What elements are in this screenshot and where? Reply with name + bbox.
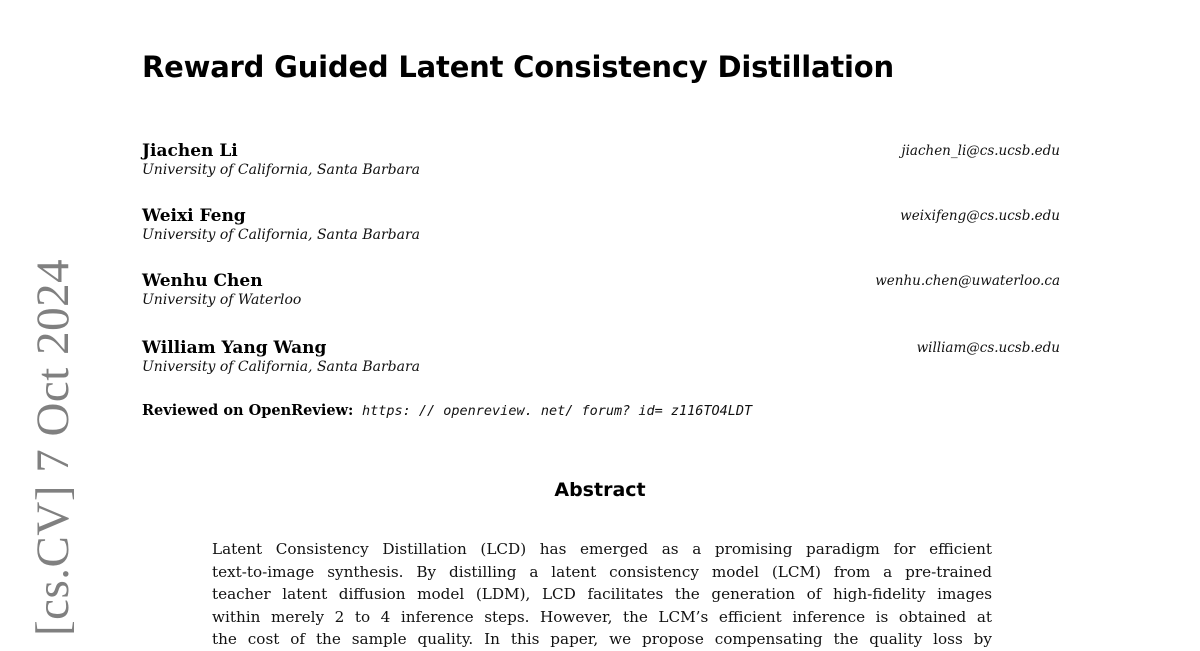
author-block	[142, 206, 1060, 246]
abstract-line: text-to-image synthesis. By distilling a latent consistency model (LCM) from a pre-trained	[212, 562, 992, 581]
abstract-line: within merely 2 to 4 inference steps. However, the LCM’s efficient inference is obtained at	[212, 607, 992, 626]
paper-title: Reward Guided Latent Consistency Distillation	[142, 50, 894, 84]
abstract-line: the cost of the sample quality. In this paper, we propose compensating the quality loss by	[212, 630, 992, 648]
openreview-label: Reviewed on OpenReview:	[142, 402, 354, 419]
openreview-line	[142, 402, 752, 419]
author-email[interactable]: william@cs.ucsb.edu	[916, 340, 1060, 356]
author-affiliation: University of California, Santa Barbara	[142, 162, 420, 178]
author-block	[142, 338, 1060, 378]
author-email[interactable]: wenhu.chen@uwaterloo.ca	[875, 273, 1060, 289]
author-name: William Yang Wang	[142, 338, 327, 358]
author-block	[142, 271, 1060, 311]
author-name: Jiachen Li	[142, 141, 238, 161]
author-block	[142, 141, 1060, 181]
abstract-heading: Abstract	[554, 479, 646, 501]
author-name: Weixi Feng	[142, 206, 246, 226]
author-email[interactable]: weixifeng@cs.ucsb.edu	[900, 208, 1060, 224]
abstract-body	[212, 538, 992, 651]
author-affiliation: University of California, Santa Barbara	[142, 227, 420, 243]
openreview-link[interactable]: https: // openreview. net/ forum? id= z116TO4LDT	[362, 403, 753, 419]
author-email[interactable]: jiachen_li@cs.ucsb.edu	[901, 143, 1060, 159]
author-name: Wenhu Chen	[142, 271, 263, 291]
abstract-line: teacher latent diffusion model (LDM), LCD facilitates the generation of high-fidelity images	[212, 585, 992, 603]
author-affiliation: University of California, Santa Barbara	[142, 359, 420, 375]
abstract-line: Latent Consistency Distillation (LCD) has emerged as a promising paradigm for efficient	[212, 540, 992, 558]
arxiv-identifier-stamp: [cs.CV] 7 Oct 2024	[27, 258, 79, 636]
author-affiliation: University of Waterloo	[142, 292, 302, 308]
